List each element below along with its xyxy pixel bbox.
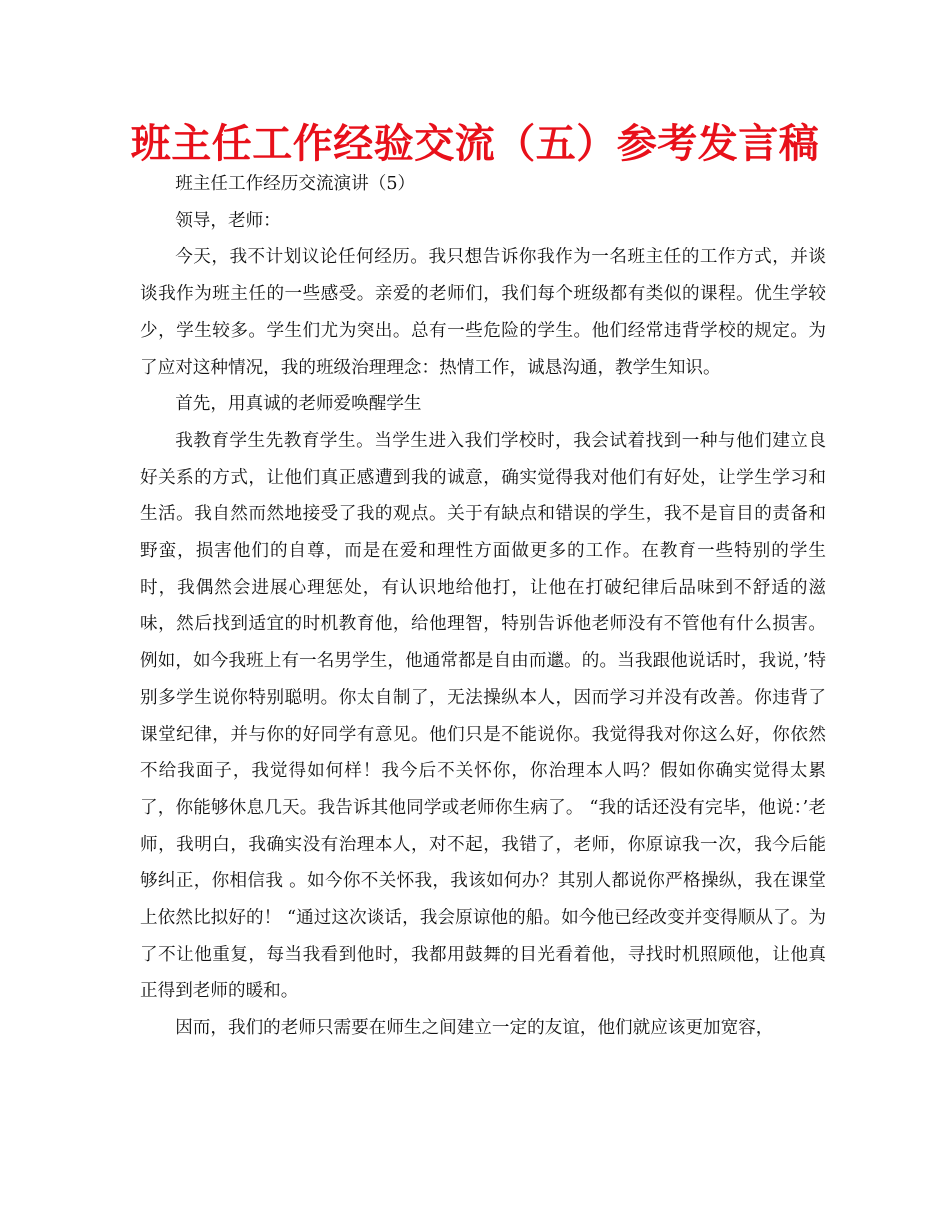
- body-paragraph: 因而，我们的老师只需要在师生之间建立一定的友谊，他们就应该更加宽容，: [175, 1018, 774, 1039]
- document-title: 班主任工作经验交流（五）参考发言稿: [130, 121, 820, 167]
- salutation-paragraph: 领导，老师：: [175, 210, 281, 231]
- subtitle-paragraph: 班主任工作经历交流演讲（5）: [175, 174, 416, 194]
- body-paragraph: 今天，我不计划议论任何经历。我只想告诉你我作为一名班主任的工作方式，并谈谈我作为班主任的一些感受。亲爱的老师们，我们每个班级都有类似的课程。优生学较少，学生较多。学生们尤为突出。总有一些危险的学生。他们经常违背学校的规定。为了应对这种情况，我的班级治理理念：热情工作，诚恳沟通，教学生知识。: [140, 247, 826, 378]
- document-body: [140, 166, 826, 1047]
- body-paragraph: 我教育学生先教育学生。当学生进入我们学校时，我会试着找到一种与他们建立良好关系的方式，让他们真正感遭到我的诚意，确实觉得我对他们有好处，让学生学习和生活。我自然而然地接受了我的观点。关于有缺点和错误的学生，我不是盲目的责备和野蛮，损害他们的自尊，而是在爱和理性方面做更多的工作。在教育一些特别的学生时，我偶然会进展心理惩处，有认识地给他打，让他在打破纪律后品味到不舒适的滋味，然后找到适宜的时机教育他，给他理智，特别告诉他老师没有不管他有什么损害。例如，如今我班上有一名男学生，他通常都是自由而邋。的。当我跟他说话时，我说，’特别多学生说你特别聪明。你太自制了，无法操纵本人，因而学习并没有改善。你违背了课堂纪律，并与你的好同学有意见。他们只是不能说你。我觉得我对你这么好，你依然不给我面子，我觉得如何样！我今后不关怀你，你治理本人吗？假如你确实觉得太累了，你能够休息几天。我告诉其他同学或老师你生病了。 “我的话还没有完毕，他说：’老师，我明白，我确实没有治理本人，对不起，我错了，老师，你原谅我一次，我今后能够纠正，你相信我 。如今你不关怀我，我该如何办？其别人都说你严格操纵，我在课堂上依然比拟好的！ “通过这次谈话，我会原谅他的船。如今他已经改变并变得顺从了。为了不让他重复，每当我看到他时，我都用鼓舞的目光看着他，寻找时机照顾他，让他真正得到老师的暖和。: [140, 430, 826, 1002]
- section-heading-paragraph: 首先，用真诚的老师爱唤醒学生: [175, 394, 422, 415]
